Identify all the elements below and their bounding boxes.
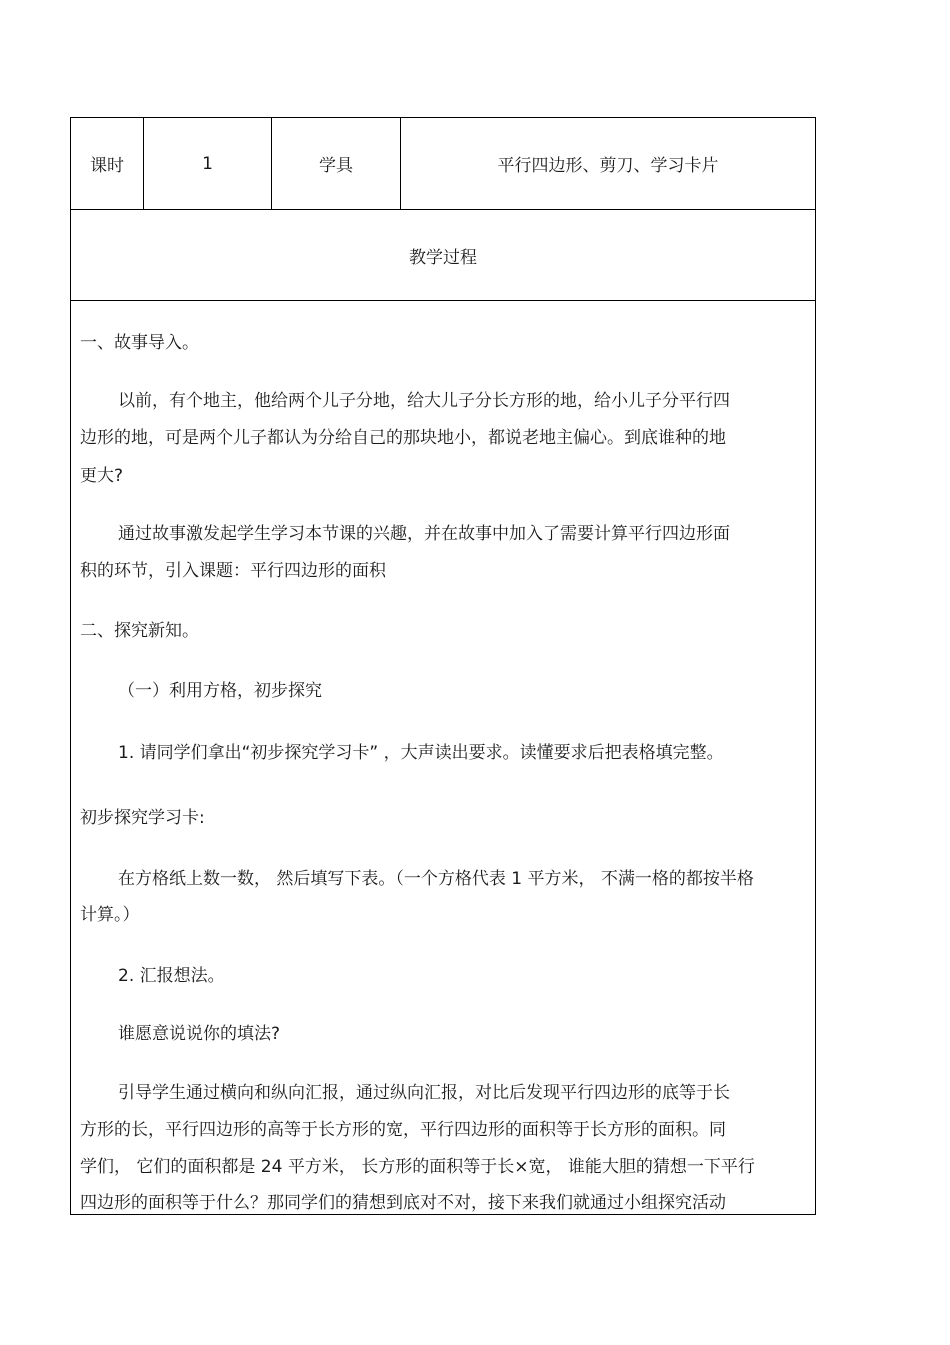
paragraph-line: 2. 汇报想法。	[118, 966, 225, 986]
paragraph-line: 方形的长，平行四边形的高等于长方形的宽，平行四边形的面积等于长方形的面积。同	[80, 1120, 726, 1140]
paragraph-line: 通过故事激发起学生学习本节课的兴趣，并在故事中加入了需要计算平行四边形面	[118, 524, 730, 544]
section-title: 教学过程	[71, 210, 815, 301]
heading-explore: 二、探究新知。	[80, 621, 199, 641]
paragraph-line: 1. 请同学们拿出“初步探究学习卡” ，大声读出要求。读懂要求后把表格填完整。	[118, 743, 724, 763]
card-title: 初步探究学习卡:	[80, 808, 205, 828]
tools-value: 平行四边形、剪刀、学习卡片	[497, 156, 719, 176]
paragraph-line: 引导学生通过横向和纵向汇报，通过纵向汇报，对比后发现平行四边形的底等于长	[118, 1083, 730, 1103]
paragraph-line: 在方格纸上数一数， 然后填写下表。（一个方格代表 1 平方米， 不满一格的都按半格	[118, 869, 754, 889]
paragraph-line: 四边形的面积等于什么？那同学们的猜想到底对不对，接下来我们就通过小组探究活动	[80, 1193, 726, 1213]
subheading-grid: （一）利用方格，初步探究	[118, 681, 322, 701]
paragraph-line: 计算。）	[80, 905, 140, 925]
period-label: 课时	[71, 118, 144, 209]
tools-label: 学具	[272, 118, 401, 209]
paragraph-line: 边形的地，可是两个儿子都认为分给自己的那块地小，都说老地主偏心。到底谁种的地	[80, 428, 726, 448]
lesson-plan-table	[70, 117, 816, 1215]
teaching-process-content	[71, 301, 815, 1214]
paragraph-line: 积的环节，引入课题：平行四边形的面积	[80, 561, 386, 581]
paragraph-line: 谁愿意说说你的填法?	[118, 1024, 281, 1044]
header-row	[71, 118, 815, 210]
paragraph-line: 以前，有个地主，他给两个儿子分地，给大儿子分长方形的地，给小儿子分平行四	[118, 391, 730, 411]
paragraph-line: 学们， 它们的面积都是 24 平方米， 长方形的面积等于长×宽， 谁能大胆的猜想一下平行	[80, 1157, 755, 1177]
heading-story-intro: 一、故事导入。	[80, 333, 199, 353]
period-value: 1	[144, 118, 272, 209]
paragraph-line: 更大?	[80, 466, 124, 486]
